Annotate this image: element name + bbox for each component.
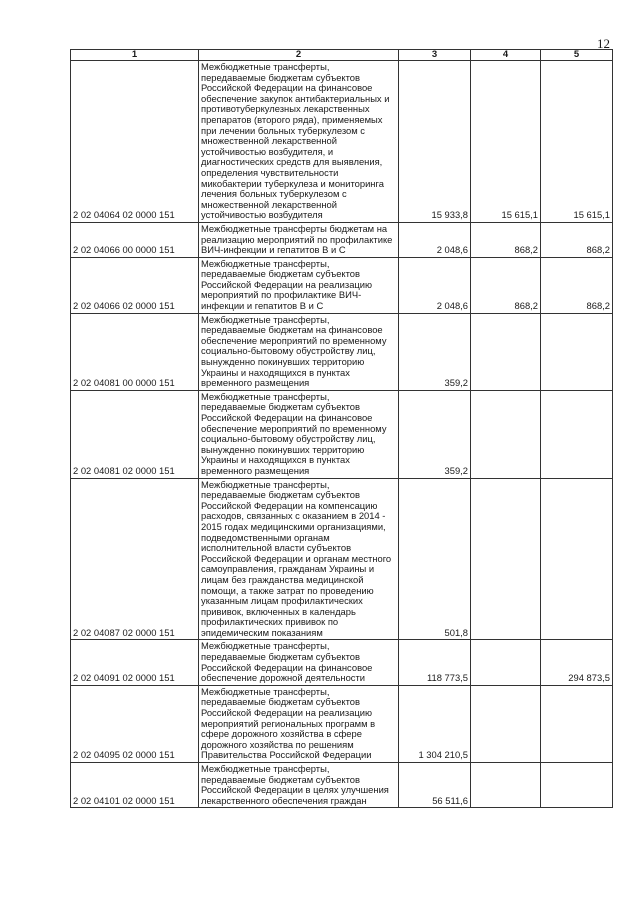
header-col-5: 5 [541,50,613,61]
table-row [71,763,613,808]
row-value-col4 [471,478,541,640]
row-value-col3: 359,2 [399,313,471,390]
budget-table [70,49,613,808]
row-value-col3: 359,2 [399,390,471,478]
row-description: Межбюджетные трансферты, передаваемые бюджетам субъектов Российской Федерации на финансовое обеспечение дорожной деятельности [199,640,399,685]
row-value-col4: 868,2 [471,257,541,313]
header-col-3: 3 [399,50,471,61]
row-description: Межбюджетные трансферты, передаваемые бюджетам на финансовое обеспечение мероприятий по временному социально-бытовому обустройству лиц, вынужденно покинувших территорию Украины и находящихся в пунктах временного размещения [199,313,399,390]
row-description: Межбюджетные трансферты, передаваемые бюджетам субъектов Российской Федерации на реализацию мероприятий региональных программ в сфере дорожного хозяйства в сфере дорожного хозяйства по решениям Правительства Российской Федерации [199,685,399,762]
table-row [71,640,613,685]
row-code: 2 02 04101 02 0000 151 [71,763,199,808]
row-code: 2 02 04081 02 0000 151 [71,390,199,478]
row-code: 2 02 04087 02 0000 151 [71,478,199,640]
row-code: 2 02 04091 02 0000 151 [71,640,199,685]
row-value-col4 [471,390,541,478]
row-value-col5: 294 873,5 [541,640,613,685]
row-value-col4 [471,640,541,685]
row-code: 2 02 04064 02 0000 151 [71,61,199,223]
header-col-1: 1 [71,50,199,61]
table-row [71,257,613,313]
page-number: 12 [597,36,610,51]
row-value-col3: 15 933,8 [399,61,471,223]
table-row [71,390,613,478]
header-col-4: 4 [471,50,541,61]
table-row [71,685,613,762]
table-row [71,222,613,257]
row-value-col4 [471,685,541,762]
table-header-row [71,50,613,61]
row-value-col5: 15 615,1 [541,61,613,223]
row-value-col4 [471,763,541,808]
table-row [71,61,613,223]
row-value-col4: 868,2 [471,222,541,257]
row-code: 2 02 04066 00 0000 151 [71,222,199,257]
row-value-col3: 2 048,6 [399,257,471,313]
row-code: 2 02 04081 00 0000 151 [71,313,199,390]
row-value-col5 [541,685,613,762]
row-value-col3: 501,8 [399,478,471,640]
row-value-col3: 1 304 210,5 [399,685,471,762]
row-description: Межбюджетные трансферты, передаваемые бюджетам субъектов Российской Федерации в целях улучшения лекарственного обеспечения граждан [199,763,399,808]
row-description: Межбюджетные трансферты, передаваемые бюджетам субъектов Российской Федерации на реализацию мероприятий по профилактике ВИЧ-инфекции и гепатитов В и С [199,257,399,313]
table-row [71,478,613,640]
row-value-col5 [541,313,613,390]
row-value-col5: 868,2 [541,257,613,313]
row-value-col5: 868,2 [541,222,613,257]
header-col-2: 2 [199,50,399,61]
table-row [71,313,613,390]
row-value-col3: 2 048,6 [399,222,471,257]
row-code: 2 02 04095 02 0000 151 [71,685,199,762]
row-description: Межбюджетные трансферты, передаваемые бюджетам субъектов Российской Федерации на финансовое обеспечение мероприятий по временному социально-бытовому обустройству лиц, вынужденно покинувших территорию Украины и находящихся в пунктах временного размещения [199,390,399,478]
row-value-col3: 118 773,5 [399,640,471,685]
row-value-col5 [541,763,613,808]
row-value-col4: 15 615,1 [471,61,541,223]
row-description: Межбюджетные трансферты, передаваемые бюджетам субъектов Российской Федерации на финансовое обеспечение закупок антибактериальных и противотуберкулезных лекарственных препаратов (второго ряда), применяемых при лечении больных туберкулезом с множественной лекарственной устойчивостью возбудителя, и диагностических средств для выявления, определения чувствительности микобактерии туберкулеза и мониторинга лечения больных туберкулезом с множественной лекарственной устойчивостью возбудителя [199,61,399,223]
row-value-col5 [541,390,613,478]
row-value-col5 [541,478,613,640]
row-value-col3: 56 511,6 [399,763,471,808]
row-value-col4 [471,313,541,390]
row-description: Межбюджетные трансферты, передаваемые бюджетам субъектов Российской Федерации на компенсацию расходов, связанных с оказанием в 2014 - 2015 годах медицинскими организациями, подведомственными органам исполнительной власти субъектов Российской Федерации и органам местного самоуправления, гражданам Украины и лицам без гражданства медицинской помощи, а также затрат по проведению указанным лицам профилактических прививок, включенных в календарь профилактических прививок по эпидемическим показаниям [199,478,399,640]
row-description: Межбюджетные трансферты бюджетам на реализацию мероприятий по профилактике ВИЧ-инфекции и гепатитов В и С [199,222,399,257]
row-code: 2 02 04066 02 0000 151 [71,257,199,313]
